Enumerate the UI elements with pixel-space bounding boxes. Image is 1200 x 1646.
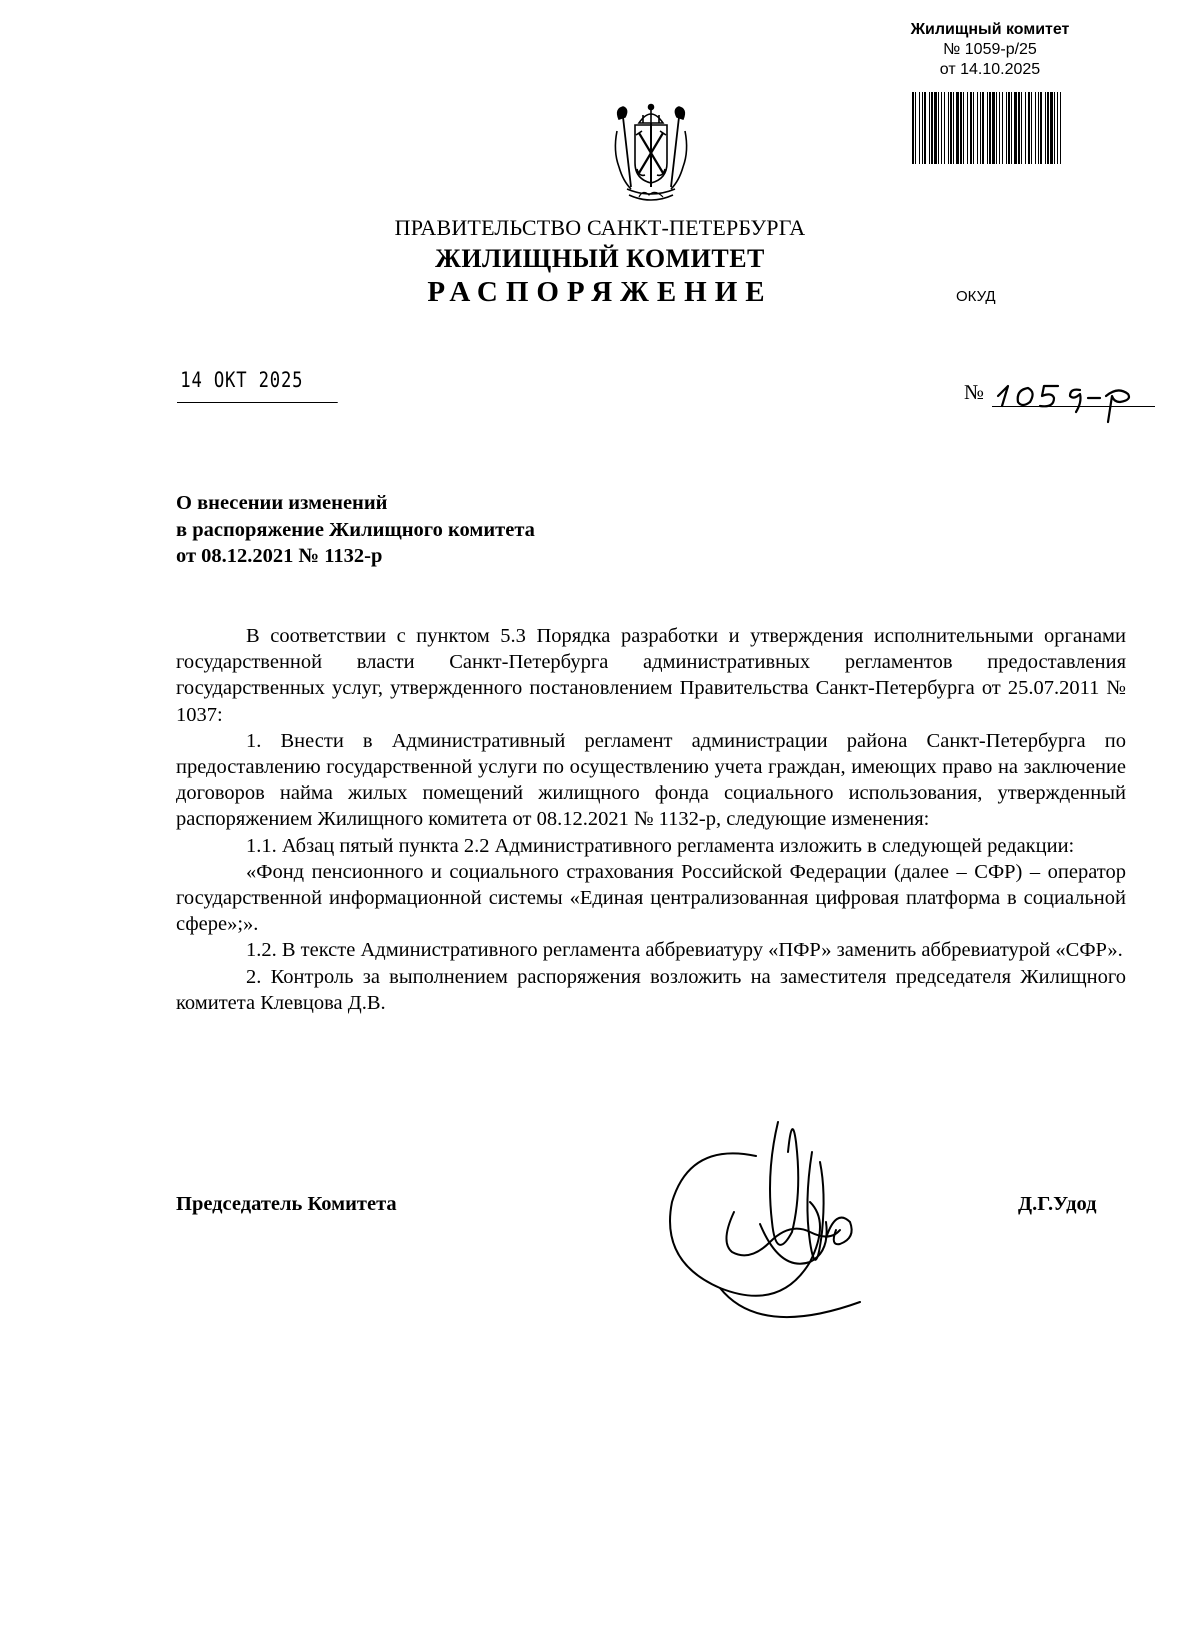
signatory-position: Председатель Комитета xyxy=(176,1193,397,1215)
stamp-reg-number: № 1059-р/25 xyxy=(943,41,1037,58)
subject-line: О внесении изменений xyxy=(176,492,388,514)
document-body xyxy=(176,623,1126,1016)
number-sign: № xyxy=(964,380,985,404)
registration-stamp xyxy=(880,20,1100,80)
stamp-reg-date: от 14.10.2025 xyxy=(939,61,1041,78)
government-title: ПРАВИТЕЛЬСТВО САНКТ-ПЕТЕРБУРГА xyxy=(394,215,806,240)
okud-label: ОКУД xyxy=(956,288,996,305)
signature-icon xyxy=(660,1112,900,1338)
item-1-paragraph: 1. Внести в Административный регламент администрации района Санкт-Петербурга по предоставлению государственной услуги по осуществлению учета граждан, имеющих право на заключение договоров найма жилых помещений жилищного фонда социального использования, утвержденный распоряжением Жилищного комитета от 08.12.2021 № 1132-р, следующие изменения: xyxy=(176,729,1126,831)
item-1-2-paragraph: 1.2. В тексте Административного регламента аббревиатуру «ПФР» заменить аббревиатурой «СФР». xyxy=(246,939,1123,962)
subject-line: в распоряжение Жилищного комитета xyxy=(176,518,535,541)
document-type: РАСПОРЯЖЕНИЕ xyxy=(427,276,773,308)
subject-line: от 08.12.2021 № 1132-р xyxy=(176,545,383,567)
document-subject xyxy=(176,490,535,570)
document-date: 14 ОКТ 2025 xyxy=(177,368,338,403)
barcode-icon xyxy=(912,92,1062,164)
quoted-text-paragraph: «Фонд пенсионного и социального страхования Российской Федерации (далее – СФР) – оператор государственной информационной системы «Единая централизованная цифровая платформа в социальной сфере»;». xyxy=(176,860,1126,936)
preamble-paragraph: В соответствии с пунктом 5.3 Порядка разработки и утверждения исполнительными органами государственной власти Санкт-Петербурга административных регламентов предоставления государственных услуг, утвержденного постановлением Правительства Санкт-Петербурга от 25.07.2011 № 1037: xyxy=(176,625,1126,726)
stamp-organization: Жилищный комитет xyxy=(910,21,1070,38)
item-2-paragraph: 2. Контроль за выполнением распоряжения возложить на заместителя председателя Жилищного комитета Клевцова Д.В. xyxy=(176,965,1126,1014)
coat-of-arms-icon xyxy=(609,101,693,207)
item-1-1-paragraph: 1.1. Абзац пятый пункта 2.2 Административного регламента изложить в следующей редакции: xyxy=(246,834,1075,857)
signatory-name: Д.Г.Удод xyxy=(1018,1193,1097,1215)
committee-title: ЖИЛИЩНЫЙ КОМИТЕТ xyxy=(435,244,765,273)
handwritten-number xyxy=(988,366,1160,426)
